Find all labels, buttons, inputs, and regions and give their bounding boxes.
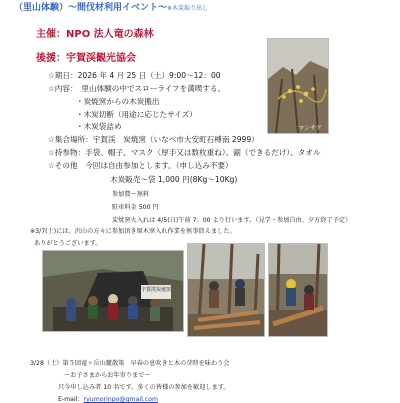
event-title-note: ※木炭取り出し (167, 5, 209, 12)
kiln-sign: 宇賀渓炭焼窯 (141, 287, 172, 293)
participation-fee: 参加費～無料 (112, 191, 150, 198)
content-item: ・木炭袋詰め (76, 122, 122, 131)
content-item: ・木炭切断（用途に応じたサイズ） (76, 110, 197, 119)
meeting-place: ☆集合場所：宇賀渓 炭焼窯（いなべ市大安町石榑南 2999） (48, 135, 259, 144)
logging-image (188, 244, 264, 336)
content-item: ・炭焼窯からの木炭搬出 (76, 97, 160, 106)
event-date: ☆期日：2026 年 4 月 25 日（土）9:00～12：00 (48, 71, 221, 80)
email-label: E-mail： (58, 396, 84, 403)
email-link[interactable]: ryumorinpo@gmail.com (83, 396, 158, 403)
witch-hazel-image (268, 39, 328, 133)
belongings: ☆持参物：手袋、帽子、マスク（厚手又は数枚重ね）、鋸（できるだけ）、タオル (48, 148, 321, 157)
parking-fee: 駐車料金 500 円 (112, 204, 159, 211)
event-registrations: 只今申し込み者 10 名です。多くの皆様の参加を歓迎します。 (58, 384, 230, 391)
charcoal-kiln-group-photo (42, 250, 184, 332)
witch-hazel-caption: マンサク (298, 125, 322, 132)
contact-email (58, 394, 158, 403)
event-title-text: （里山体験）～間伐材利用イベント～ (14, 3, 168, 13)
kiln-fire-notice: 炭焼窯火入れは 4/5(日)午前 7：00 より行います。（見学・参加自由、夕方終了予定） (112, 217, 352, 224)
event-subtitle: ～お子さまからお年寄りまで～ (64, 372, 151, 379)
sponsor-heading: 後援：宇賀渓観光協会 (36, 53, 136, 64)
witch-hazel-photo (267, 38, 329, 134)
event-announcement: 3/28（土）第５回竜ヶ岳山麓散策 早春の息吹きと木の芽時を味わう会 (30, 360, 230, 367)
charcoal-sale: 木炭販売～袋 1,000 円(8Kg～10Kg) (110, 175, 238, 184)
logging-work-photo (187, 243, 265, 337)
other-info: ☆その他 今回は自由参加とします。（申し込み不要） (48, 161, 233, 170)
event-title (14, 0, 208, 13)
host-heading: 主催：NPO 法人竜の森林 (36, 29, 154, 40)
log-carrying-photo (268, 243, 328, 337)
report-line-1: ※3/7(土)には、沢山の方々に参加頂き原木窯入れ作業を無事終えました。 (30, 228, 236, 235)
event-content-title: ☆内容： 里山体験の中でスローライフを満喫する。 (48, 84, 226, 93)
report-line-2: ありがとうございます。 (34, 240, 102, 247)
log-carrying-image (269, 244, 327, 336)
